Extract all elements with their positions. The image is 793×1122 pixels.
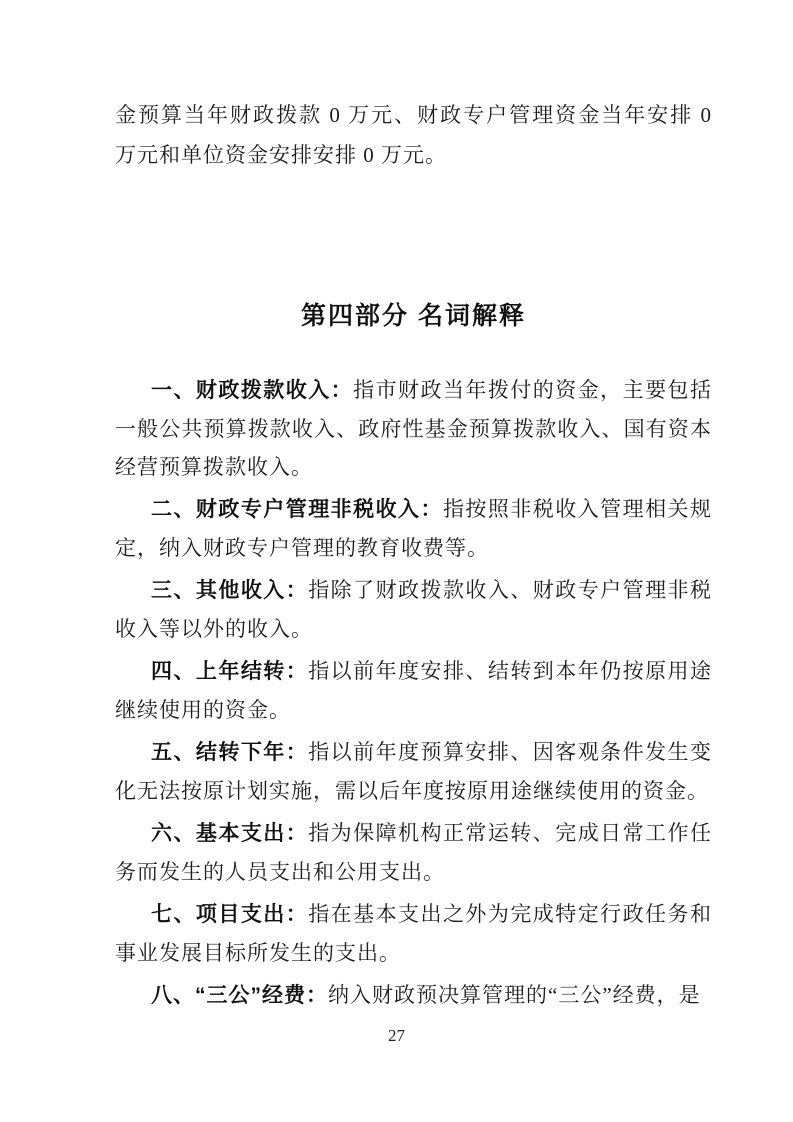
term-5-name: 五、结转下年： (151, 741, 309, 764)
term-6-name: 六、基本支出： (151, 822, 309, 845)
term-paragraph-1 (115, 371, 712, 486)
term-paragraph-8 (115, 976, 712, 1015)
page-content (115, 95, 712, 1019)
term-paragraph-2 (115, 490, 712, 567)
term-7-definition: 指在基本支出之外为完成特定行政任务和事业发展目标所发生的支出。 (115, 902, 713, 965)
term-3-definition: 指除了财政拨款收入、财政专户管理非税收入等以外的收入。 (115, 578, 713, 641)
term-paragraph-3 (115, 571, 712, 648)
term-1-definition: 指市财政当年拨付的资金，主要包括一般公共预算拨款收入、政府性基金预算拨款收入、国有资本经营预算拨款收入。 (115, 378, 712, 479)
term-3-name: 三、其他收入： (151, 579, 309, 602)
term-4-name: 四、上年结转： (151, 660, 309, 683)
term-4-definition: 指以前年度安排、结转到本年仍按原用途继续使用的资金。 (115, 659, 713, 722)
term-2-name: 二、财政专户管理非税收入： (151, 498, 443, 521)
term-1-name: 一、财政拨款收入： (151, 379, 354, 402)
terms-list (115, 371, 712, 1015)
term-8-name: 八、“三公”经费： (151, 984, 328, 1007)
term-paragraph-6 (115, 814, 712, 891)
term-paragraph-5 (115, 733, 712, 810)
term-5-definition: 指以前年度预算安排、因客观条件发生变化无法按原计划实施，需以后年度按原用途继续使用的资金。 (115, 740, 713, 803)
page-number: 27 (388, 1026, 405, 1045)
term-7-name: 七、项目支出： (151, 903, 309, 926)
term-8-definition: 纳入财政预决算管理的“三公”经费，是 (328, 983, 701, 1007)
continuation-paragraph: 金预算当年财政拨款 0 万元、财政专户管理资金当年安排 0 万元和单位资金安排安排 0 万元。 (115, 103, 712, 167)
section-title: 第四部分 名词解释 (301, 302, 526, 330)
term-6-definition: 指为保障机构正常运转、完成日常工作任务而发生的人员支出和公用支出。 (115, 821, 713, 884)
term-2-definition: 指按照非税收入管理相关规定，纳入财政专户管理的教育收费等。 (115, 497, 713, 560)
term-paragraph-7 (115, 895, 712, 972)
term-paragraph-4 (115, 652, 712, 729)
